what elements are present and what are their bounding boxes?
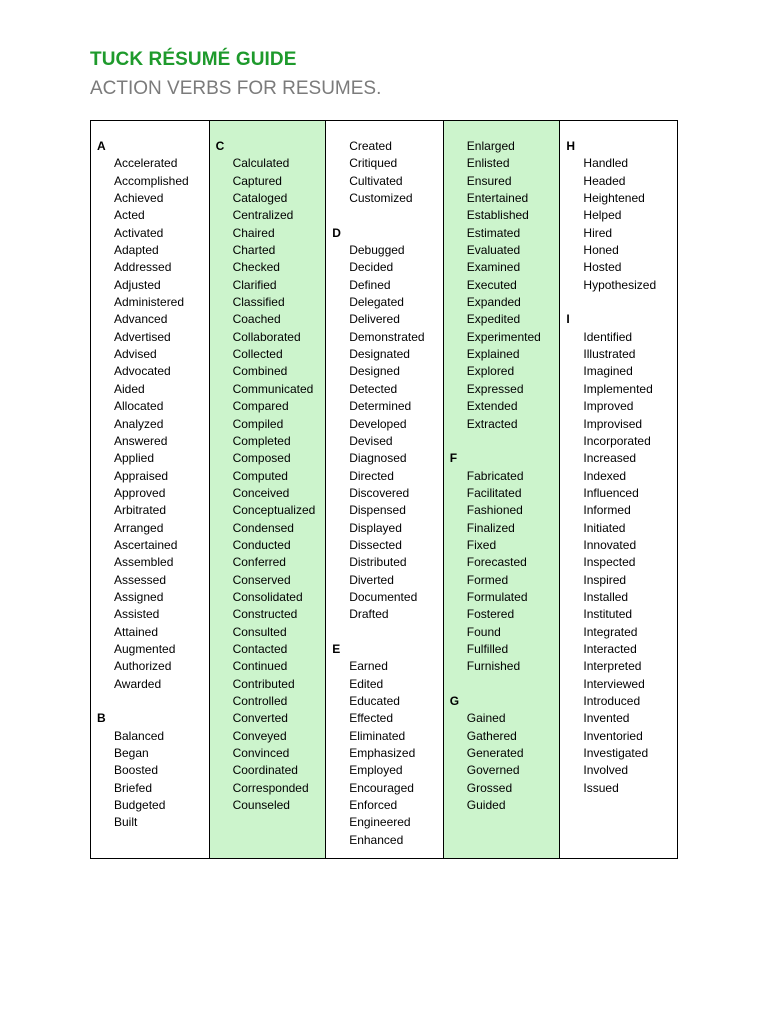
action-verb: Created xyxy=(349,139,392,153)
action-verb: Conducted xyxy=(232,537,291,552)
action-verb: Collaborated xyxy=(232,329,301,344)
action-verb: Delegated xyxy=(349,295,404,310)
action-verb: Conceptualized xyxy=(232,503,316,518)
action-verb: Dissected xyxy=(349,537,402,552)
action-verb: Allocated xyxy=(114,399,164,414)
action-verb: Convinced xyxy=(232,746,290,761)
action-verb: Detected xyxy=(349,381,398,396)
action-verb: Appraised xyxy=(114,468,169,483)
guide-title: TUCK RÉSUMÉ GUIDE xyxy=(90,49,297,70)
action-verb: Evaluated xyxy=(466,243,521,258)
section-letter: B xyxy=(97,711,106,726)
action-verb: Effected xyxy=(349,711,394,726)
spacer xyxy=(560,294,677,311)
action-verb: Analyzed xyxy=(114,416,164,431)
action-verb: Attained xyxy=(114,624,159,639)
action-verb: Expanded xyxy=(466,295,521,310)
action-verb: Authorized xyxy=(114,659,172,674)
action-verb: Finalized xyxy=(466,520,515,535)
action-verb: Adapted xyxy=(114,243,159,258)
action-verb: Charted xyxy=(232,243,276,258)
action-verb: Calculated xyxy=(232,156,290,171)
action-verb: Involved xyxy=(583,763,629,778)
action-verb: Guided xyxy=(466,798,506,813)
action-verb: Forecasted xyxy=(466,555,527,570)
action-verb: Administered xyxy=(114,295,185,310)
action-verb: Interacted xyxy=(583,641,637,656)
action-verb: Inspired xyxy=(583,572,627,587)
action-verb: Counseled xyxy=(232,798,290,813)
action-verb: Cultivated xyxy=(349,173,403,188)
action-verb: Diagnosed xyxy=(349,451,407,466)
action-verb: Acted xyxy=(114,208,145,223)
action-verb: Investigated xyxy=(583,746,649,761)
action-verb: Found xyxy=(466,624,501,639)
action-verb: Experimented xyxy=(466,329,541,344)
action-verb: Advanced xyxy=(114,312,168,327)
action-verb: Advocated xyxy=(114,364,171,379)
action-verb: Diverted xyxy=(349,572,394,587)
action-verb: Displayed xyxy=(349,520,402,535)
verb-column-2 xyxy=(210,121,327,858)
action-verb: Defined xyxy=(349,277,391,292)
action-verb: Grossed xyxy=(466,780,513,795)
action-verb: Issued xyxy=(583,780,619,795)
action-verb: Combined xyxy=(232,364,288,379)
verb-column-5 xyxy=(560,121,677,858)
action-verb: Established xyxy=(466,208,529,223)
action-verb: Cataloged xyxy=(232,191,288,206)
action-verb: Examined xyxy=(466,260,521,275)
action-verb: Expedited xyxy=(466,312,521,327)
action-verb: Installed xyxy=(583,589,629,604)
action-verb: Boosted xyxy=(114,763,159,778)
action-verb: Contacted xyxy=(232,641,288,656)
action-verb: Implemented xyxy=(583,381,653,396)
action-verb: Adjusted xyxy=(114,277,161,292)
action-verb: Influenced xyxy=(583,485,639,500)
action-verb: Delivered xyxy=(349,312,400,327)
action-verb: Clarified xyxy=(232,277,277,292)
action-verb: Completed xyxy=(232,433,291,448)
action-verb: Explained xyxy=(466,347,520,362)
action-verb: Briefed xyxy=(114,780,153,795)
action-verb: Communicated xyxy=(232,381,314,396)
action-verb: Furnished xyxy=(466,659,521,674)
action-verb: Computed xyxy=(232,468,288,483)
action-verb: Chaired xyxy=(232,225,275,240)
action-verb: Expressed xyxy=(466,381,524,396)
action-verb: Executed xyxy=(466,277,517,292)
action-verb: Centralized xyxy=(232,208,294,223)
action-verb: Coordinated xyxy=(232,763,298,778)
action-verb: Gained xyxy=(466,711,506,726)
action-verb: Coached xyxy=(232,312,281,327)
spacer xyxy=(326,207,443,224)
section-letter: H xyxy=(566,139,576,153)
action-verb: Began xyxy=(114,746,149,761)
action-verb: Innovated xyxy=(583,537,637,552)
guide-subtitle: ACTION VERBS FOR RESUMES. xyxy=(90,78,382,99)
action-verb: Formed xyxy=(466,572,509,587)
action-verb: Demonstrated xyxy=(349,329,425,344)
action-verb: Conferred xyxy=(232,555,286,570)
action-verb: Controlled xyxy=(232,694,288,708)
action-verb: Advertised xyxy=(114,329,171,344)
action-verb: Integrated xyxy=(583,624,638,639)
action-verb: Built xyxy=(114,815,138,830)
action-verb: Helped xyxy=(583,208,622,223)
action-verb: Decided xyxy=(349,260,394,275)
action-verb: Directed xyxy=(349,468,394,483)
action-verb: Inspected xyxy=(583,555,636,570)
action-verb: Initiated xyxy=(583,520,626,535)
action-verb: Eliminated xyxy=(349,728,406,743)
action-verb: Ensured xyxy=(466,173,512,188)
action-verb: Compiled xyxy=(232,416,284,431)
action-verb: Consolidated xyxy=(232,589,303,604)
spacer xyxy=(444,676,560,693)
action-verb: Continued xyxy=(232,659,288,674)
action-verb: Enlisted xyxy=(466,156,510,171)
action-verb: Employed xyxy=(349,763,403,778)
action-verb: Assessed xyxy=(114,572,167,587)
action-verb: Invented xyxy=(583,711,630,726)
action-verb: Consulted xyxy=(232,624,287,639)
action-verb: Corresponded xyxy=(232,780,309,795)
action-verb: Fashioned xyxy=(466,503,523,518)
action-verb: Collected xyxy=(232,347,283,362)
action-verb: Facilitated xyxy=(466,485,522,500)
action-verb: Gathered xyxy=(466,728,517,743)
action-verb: Instituted xyxy=(583,607,633,622)
action-verb: Inventoried xyxy=(583,728,643,743)
action-verb: Dispensed xyxy=(349,503,406,518)
action-verb: Imagined xyxy=(583,364,633,379)
section-letter: G xyxy=(449,694,460,708)
action-verb: Converted xyxy=(232,711,288,726)
spacer xyxy=(91,693,209,710)
action-verb: Documented xyxy=(349,589,418,604)
action-verb: Augmented xyxy=(114,641,176,656)
action-verb: Indexed xyxy=(583,468,627,483)
action-verb: Debugged xyxy=(349,243,405,258)
action-verb: Ascertained xyxy=(114,537,178,552)
section-letter: D xyxy=(332,225,341,240)
section-letter: E xyxy=(332,641,341,656)
action-verb: Earned xyxy=(349,659,388,674)
action-verb: Conserved xyxy=(232,572,291,587)
action-verb: Critiqued xyxy=(349,156,398,171)
action-verb: Generated xyxy=(466,746,524,761)
action-verb: Formulated xyxy=(466,589,528,604)
action-verb: Composed xyxy=(232,451,291,466)
action-verb: Explored xyxy=(466,364,515,379)
action-verb: Advised xyxy=(114,347,157,362)
action-verb: Incorporated xyxy=(583,433,651,448)
action-verb: Heightened xyxy=(583,191,645,206)
action-verb: Estimated xyxy=(466,225,521,240)
action-verbs-table xyxy=(90,120,678,859)
action-verb: Discovered xyxy=(349,485,410,500)
verb-column-3 xyxy=(326,121,444,858)
spacer xyxy=(326,624,443,641)
action-verb: Developed xyxy=(349,416,407,431)
action-verb: Fabricated xyxy=(466,468,524,483)
action-verb: Applied xyxy=(114,451,155,466)
action-verb: Hypothesized xyxy=(583,277,657,292)
action-verb: Activated xyxy=(114,225,164,240)
action-verb: Improvised xyxy=(583,416,643,431)
action-verb: Identified xyxy=(583,329,633,344)
action-verb: Governed xyxy=(466,763,520,778)
action-verb: Designated xyxy=(349,347,410,362)
action-verb: Assisted xyxy=(114,607,160,622)
action-verb: Increased xyxy=(583,451,637,466)
action-verb: Extended xyxy=(466,399,518,414)
action-verb: Honed xyxy=(583,243,619,258)
action-verb: Checked xyxy=(232,260,280,275)
action-verb: Enforced xyxy=(349,798,398,813)
action-verb: Compared xyxy=(232,399,289,414)
action-verb: Educated xyxy=(349,694,400,708)
action-verb: Arbitrated xyxy=(114,503,167,518)
action-verb: Accomplished xyxy=(114,173,189,188)
action-verb: Informed xyxy=(583,503,631,518)
action-verb: Headed xyxy=(583,173,626,188)
action-verb: Accelerated xyxy=(114,156,178,171)
action-verb: Aided xyxy=(114,381,145,396)
action-verb: Designed xyxy=(349,364,400,379)
action-verb: Addressed xyxy=(114,260,172,275)
action-verb: Contributed xyxy=(232,676,295,691)
action-verb: Conveyed xyxy=(232,728,287,743)
action-verb: Conceived xyxy=(232,485,290,500)
action-verb: Drafted xyxy=(349,607,389,622)
action-verb: Extracted xyxy=(466,416,518,431)
action-verb: Fulfilled xyxy=(466,641,509,656)
action-verb: Answered xyxy=(114,433,168,448)
action-verb: Enlarged xyxy=(466,139,515,153)
action-verb: Determined xyxy=(349,399,412,414)
action-verb: Fostered xyxy=(466,607,515,622)
action-verb: Captured xyxy=(232,173,282,188)
action-verb: Handled xyxy=(583,156,629,171)
verb-column-4 xyxy=(444,121,561,858)
action-verb: Customized xyxy=(349,191,413,206)
action-verb: Illustrated xyxy=(583,347,636,362)
action-verb: Awarded xyxy=(114,676,162,691)
verb-column-1 xyxy=(91,121,210,858)
action-verb: Edited xyxy=(349,676,384,691)
action-verb: Devised xyxy=(349,433,393,448)
action-verb: Achieved xyxy=(114,191,164,206)
action-verb: Assigned xyxy=(114,589,164,604)
section-letter: I xyxy=(566,312,570,327)
action-verb: Arranged xyxy=(114,520,164,535)
action-verb: Engineered xyxy=(349,815,411,830)
action-verb: Introduced xyxy=(583,694,641,708)
action-verb: Improved xyxy=(583,399,634,414)
action-verb: Distributed xyxy=(349,555,407,570)
action-verb: Classified xyxy=(232,295,285,310)
action-verb: Assembled xyxy=(114,555,174,570)
action-verb: Constructed xyxy=(232,607,298,622)
spacer xyxy=(444,433,560,450)
action-verb: Budgeted xyxy=(114,798,166,813)
action-verb: Entertained xyxy=(466,191,529,206)
action-verb: Interviewed xyxy=(583,676,645,691)
action-verb: Interpreted xyxy=(583,659,642,674)
action-verb: Emphasized xyxy=(349,746,416,761)
action-verb: Condensed xyxy=(232,520,294,535)
section-letter: C xyxy=(215,139,225,153)
action-verb: Hosted xyxy=(583,260,622,275)
action-verb: Approved xyxy=(114,485,166,500)
action-verb: Encouraged xyxy=(349,780,414,795)
section-letter: F xyxy=(449,451,458,466)
action-verb: Fixed xyxy=(466,537,497,552)
section-letter: A xyxy=(97,139,106,153)
action-verb: Hired xyxy=(583,225,613,240)
action-verb: Balanced xyxy=(114,728,165,743)
action-verb: Enhanced xyxy=(349,832,404,847)
